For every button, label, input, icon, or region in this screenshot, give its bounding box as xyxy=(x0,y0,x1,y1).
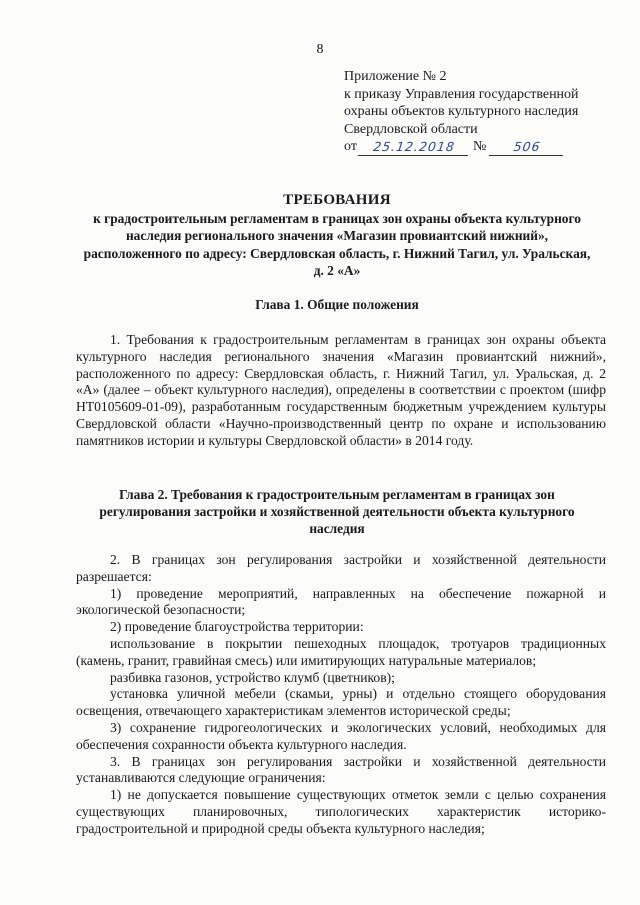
chapter-1-heading: Глава 1. Общие положения xyxy=(255,297,419,312)
handwritten-number: 506 xyxy=(489,139,565,156)
chapter-2-body xyxy=(76,552,606,838)
paragraph-2-item-2b: разбивка газонов, устройство клумб (цветников); xyxy=(110,669,395,685)
document-title-block xyxy=(82,190,592,280)
appendix-header xyxy=(344,68,614,156)
page-number: 8 xyxy=(316,42,324,57)
document-subtitle: к градостроительным регламентам в границах зон охраны объекта культурного наследия регионального значения «Магазин провиантский нижний», расположенного по адресу: Свердловская область, г. Нижний Тагил, ул. Уральская, д. 2 «А» xyxy=(83,211,591,279)
paragraph-3: 3. В границах зон регулирования застройки и хозяйственной деятельности устанавливаются следующие ограничения: xyxy=(76,753,606,786)
number-label: № xyxy=(472,139,487,154)
chapter-2-heading: Глава 2. Требования к градостроительным регламентам в границах зон регулирования застройки и хозяйственной деятельности объекта культурного наследия xyxy=(99,487,575,537)
appendix-line: Приложение № 2 xyxy=(344,69,447,84)
paragraph-1: 1. Требования к градостроительным регламентам в границах зон охраны объекта культурного наследия регионального значения «Магазин провиантский нижний», расположенного по адресу: Свердловская область, г. Нижний Тагил, ул. Уральская, д. 2 «А» (далее – объект культурного наследия), определены в соответствии с проектом (шифр НТ0105609-01-09), разработанным государственным бюджетным учреждением культуры Свердловской области «Научно-производственный центр по охране и использованию памятников истории и культуры Свердловской области» в 2014 году. xyxy=(76,332,606,448)
appendix-line: Свердловской области xyxy=(344,121,478,137)
paragraph-2-item-2c: установка уличной мебели (скамьи, урны) и отдельно стоящего оборудования освещения, отвечающего характеристикам элементов исторической среды; xyxy=(76,686,606,719)
paragraph-2-item-3: 3) сохранение гидрогеологических и экологических условий, необходимых для обеспечения сохранности объекта культурного наследия. xyxy=(76,719,606,752)
document-title: ТРЕБОВАНИЯ xyxy=(283,192,391,208)
paragraph-2-item-2a: использование в покрытии пешеходных площадок, тротуаров традиционных (камень, гранит, гравийная смесь) или имитирующих натуральные материалов; xyxy=(76,635,606,668)
appendix-line: к приказу Управления государственной xyxy=(344,86,579,102)
paragraph-2: 2. В границах зон регулирования застройки и хозяйственной деятельности разрешается: xyxy=(76,552,606,584)
paragraph-2-item-2: 2) проведение благоустройства территории: xyxy=(110,619,364,635)
handwritten-date: 25.12.2018 xyxy=(358,139,470,156)
from-label: от xyxy=(344,139,357,154)
paragraph-3-item-1: 1) не допускается повышение существующих отметок земли с целью сохранения существующих планировочных, типологических характеристик историко-градостроительной и природной среды объекта культурного наследия; xyxy=(76,787,606,836)
appendix-line: охраны объектов культурного наследия xyxy=(344,104,579,119)
paragraph-2-item-1: 1) проведение мероприятий, направленных на обеспечение пожарной и экологической безопасности; xyxy=(76,585,606,618)
order-date-number xyxy=(344,138,614,156)
